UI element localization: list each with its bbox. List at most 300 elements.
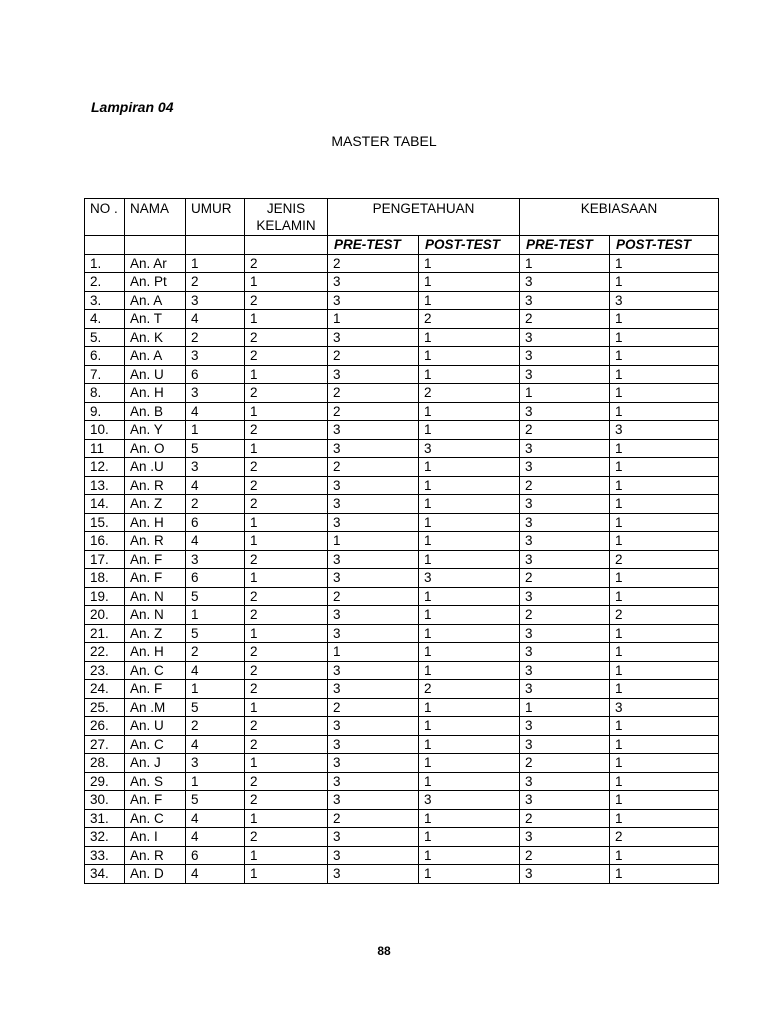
cell-umur: 3 — [186, 458, 245, 477]
cell-kebiasaan-post: 1 — [610, 273, 719, 292]
cell-kebiasaan-pre: 3 — [520, 680, 610, 699]
table-row — [85, 476, 719, 495]
cell-umur: 1 — [186, 421, 245, 440]
cell-pengetahuan-post: 1 — [419, 532, 520, 551]
cell-kebiasaan-post: 2 — [610, 828, 719, 847]
cell-nama: An. S — [125, 772, 186, 791]
header-umur: UMUR — [186, 199, 245, 236]
cell-pengetahuan-pre: 3 — [328, 717, 419, 736]
subheader-pengetahuan-post: POST-TEST — [419, 236, 520, 255]
cell-jenis-kelamin: 1 — [245, 310, 328, 329]
header-kebiasaan: KEBIASAAN — [520, 199, 719, 236]
cell-nama: An. F — [125, 791, 186, 810]
cell-jenis-kelamin: 2 — [245, 791, 328, 810]
cell-kebiasaan-pre: 3 — [520, 273, 610, 292]
cell-no: 12. — [85, 458, 125, 477]
cell-nama: An. H — [125, 384, 186, 403]
cell-kebiasaan-pre: 2 — [520, 569, 610, 588]
cell-nama: An. Y — [125, 421, 186, 440]
cell-no: 28. — [85, 754, 125, 773]
cell-jenis-kelamin: 1 — [245, 273, 328, 292]
cell-umur: 3 — [186, 550, 245, 569]
cell-umur: 5 — [186, 587, 245, 606]
header-pengetahuan: PENGETAHUAN — [328, 199, 520, 236]
cell-pengetahuan-pre: 3 — [328, 495, 419, 514]
cell-jenis-kelamin: 1 — [245, 865, 328, 884]
cell-kebiasaan-pre: 3 — [520, 587, 610, 606]
cell-pengetahuan-post: 1 — [419, 809, 520, 828]
cell-jenis-kelamin: 2 — [245, 735, 328, 754]
subheader-pengetahuan-pre: PRE-TEST — [328, 236, 419, 255]
cell-kebiasaan-pre: 1 — [520, 254, 610, 273]
cell-nama: An. R — [125, 846, 186, 865]
cell-kebiasaan-post: 1 — [610, 846, 719, 865]
table-row — [85, 624, 719, 643]
cell-jenis-kelamin: 1 — [245, 698, 328, 717]
cell-pengetahuan-pre: 1 — [328, 643, 419, 662]
cell-pengetahuan-pre: 2 — [328, 587, 419, 606]
table-row — [85, 754, 719, 773]
cell-pengetahuan-post: 1 — [419, 661, 520, 680]
cell-pengetahuan-post: 1 — [419, 513, 520, 532]
cell-pengetahuan-pre: 3 — [328, 606, 419, 625]
cell-jenis-kelamin: 2 — [245, 458, 328, 477]
cell-kebiasaan-post: 1 — [610, 680, 719, 699]
cell-kebiasaan-post: 1 — [610, 384, 719, 403]
cell-pengetahuan-pre: 2 — [328, 347, 419, 366]
cell-umur: 1 — [186, 772, 245, 791]
cell-nama: An. F — [125, 550, 186, 569]
cell-nama: An .M — [125, 698, 186, 717]
cell-no: 15. — [85, 513, 125, 532]
cell-no: 25. — [85, 698, 125, 717]
cell-no: 20. — [85, 606, 125, 625]
cell-no: 5. — [85, 328, 125, 347]
cell-kebiasaan-post: 1 — [610, 791, 719, 810]
cell-kebiasaan-pre: 3 — [520, 402, 610, 421]
cell-pengetahuan-post: 1 — [419, 328, 520, 347]
cell-umur: 1 — [186, 254, 245, 273]
cell-pengetahuan-pre: 3 — [328, 828, 419, 847]
table-row — [85, 291, 719, 310]
subheader-kebiasaan-pre: PRE-TEST — [520, 236, 610, 255]
cell-no: 29. — [85, 772, 125, 791]
cell-no: 1. — [85, 254, 125, 273]
cell-kebiasaan-pre: 2 — [520, 310, 610, 329]
table-row — [85, 828, 719, 847]
cell-no: 19. — [85, 587, 125, 606]
cell-pengetahuan-pre: 3 — [328, 421, 419, 440]
cell-kebiasaan-post: 1 — [610, 458, 719, 477]
cell-pengetahuan-post: 1 — [419, 846, 520, 865]
cell-kebiasaan-post: 1 — [610, 532, 719, 551]
cell-kebiasaan-pre: 1 — [520, 384, 610, 403]
cell-umur: 4 — [186, 865, 245, 884]
table-row — [85, 495, 719, 514]
cell-nama: An. N — [125, 587, 186, 606]
cell-jenis-kelamin: 2 — [245, 384, 328, 403]
cell-kebiasaan-pre: 3 — [520, 624, 610, 643]
cell-jenis-kelamin: 2 — [245, 550, 328, 569]
cell-nama: An. Ar — [125, 254, 186, 273]
cell-pengetahuan-post: 1 — [419, 698, 520, 717]
cell-kebiasaan-post: 1 — [610, 643, 719, 662]
cell-pengetahuan-post: 1 — [419, 291, 520, 310]
table-row — [85, 532, 719, 551]
cell-no: 2. — [85, 273, 125, 292]
cell-jenis-kelamin: 2 — [245, 421, 328, 440]
cell-jenis-kelamin: 2 — [245, 680, 328, 699]
cell-umur: 4 — [186, 532, 245, 551]
cell-pengetahuan-pre: 2 — [328, 402, 419, 421]
cell-jenis-kelamin: 2 — [245, 643, 328, 662]
cell-pengetahuan-post: 1 — [419, 550, 520, 569]
cell-jenis-kelamin: 1 — [245, 532, 328, 551]
cell-nama: An. Z — [125, 624, 186, 643]
cell-no: 23. — [85, 661, 125, 680]
cell-kebiasaan-post: 1 — [610, 735, 719, 754]
cell-jenis-kelamin: 2 — [245, 495, 328, 514]
cell-kebiasaan-pre: 3 — [520, 365, 610, 384]
cell-no: 9. — [85, 402, 125, 421]
cell-kebiasaan-post: 1 — [610, 865, 719, 884]
cell-pengetahuan-pre: 3 — [328, 754, 419, 773]
cell-pengetahuan-pre: 2 — [328, 254, 419, 273]
cell-nama: An. A — [125, 347, 186, 366]
cell-umur: 4 — [186, 476, 245, 495]
cell-umur: 3 — [186, 754, 245, 773]
cell-jenis-kelamin: 2 — [245, 291, 328, 310]
cell-nama: An. C — [125, 735, 186, 754]
cell-umur: 4 — [186, 661, 245, 680]
cell-kebiasaan-pre: 2 — [520, 606, 610, 625]
cell-jenis-kelamin: 2 — [245, 828, 328, 847]
cell-no: 8. — [85, 384, 125, 403]
table-row — [85, 846, 719, 865]
cell-nama: An. J — [125, 754, 186, 773]
cell-nama: An. B — [125, 402, 186, 421]
cell-jenis-kelamin: 1 — [245, 402, 328, 421]
cell-pengetahuan-post: 1 — [419, 717, 520, 736]
cell-nama: An. Pt — [125, 273, 186, 292]
cell-umur: 1 — [186, 606, 245, 625]
cell-pengetahuan-pre: 3 — [328, 846, 419, 865]
cell-kebiasaan-pre: 3 — [520, 458, 610, 477]
cell-kebiasaan-pre: 2 — [520, 846, 610, 865]
cell-kebiasaan-pre: 2 — [520, 809, 610, 828]
cell-pengetahuan-pre: 3 — [328, 865, 419, 884]
cell-kebiasaan-post: 1 — [610, 254, 719, 273]
cell-umur: 6 — [186, 513, 245, 532]
cell-umur: 6 — [186, 846, 245, 865]
cell-kebiasaan-post: 1 — [610, 513, 719, 532]
cell-pengetahuan-pre: 3 — [328, 550, 419, 569]
cell-no: 22. — [85, 643, 125, 662]
page-number: 88 — [377, 944, 391, 958]
cell-pengetahuan-post: 3 — [419, 791, 520, 810]
cell-nama: An. O — [125, 439, 186, 458]
subheader-empty — [85, 236, 125, 255]
cell-no: 18. — [85, 569, 125, 588]
cell-no: 21. — [85, 624, 125, 643]
cell-pengetahuan-post: 1 — [419, 865, 520, 884]
cell-kebiasaan-post: 1 — [610, 365, 719, 384]
cell-jenis-kelamin: 2 — [245, 717, 328, 736]
cell-no: 17. — [85, 550, 125, 569]
cell-nama: An. A — [125, 291, 186, 310]
table-row — [85, 513, 719, 532]
cell-no: 27. — [85, 735, 125, 754]
cell-nama: An .U — [125, 458, 186, 477]
table-row — [85, 458, 719, 477]
cell-pengetahuan-post: 1 — [419, 421, 520, 440]
cell-no: 11 — [85, 439, 125, 458]
table-row — [85, 680, 719, 699]
cell-pengetahuan-pre: 3 — [328, 735, 419, 754]
cell-pengetahuan-pre: 3 — [328, 291, 419, 310]
header-jenis-kelamin: JENIS KELAMIN — [245, 199, 328, 236]
cell-no: 10. — [85, 421, 125, 440]
cell-jenis-kelamin: 1 — [245, 439, 328, 458]
master-table — [84, 198, 719, 884]
cell-pengetahuan-post: 2 — [419, 680, 520, 699]
cell-pengetahuan-post: 1 — [419, 273, 520, 292]
cell-nama: An. I — [125, 828, 186, 847]
cell-kebiasaan-post: 1 — [610, 772, 719, 791]
table-row — [85, 402, 719, 421]
cell-pengetahuan-pre: 3 — [328, 328, 419, 347]
table-row — [85, 328, 719, 347]
cell-pengetahuan-post: 1 — [419, 735, 520, 754]
cell-pengetahuan-pre: 3 — [328, 513, 419, 532]
cell-pengetahuan-pre: 3 — [328, 439, 419, 458]
cell-pengetahuan-post: 1 — [419, 754, 520, 773]
cell-pengetahuan-post: 1 — [419, 606, 520, 625]
cell-no: 34. — [85, 865, 125, 884]
table-row — [85, 698, 719, 717]
cell-no: 16. — [85, 532, 125, 551]
cell-pengetahuan-pre: 2 — [328, 698, 419, 717]
header-no: NO . — [85, 199, 125, 236]
cell-nama: An. H — [125, 513, 186, 532]
subheader-empty — [125, 236, 186, 255]
cell-jenis-kelamin: 2 — [245, 587, 328, 606]
cell-umur: 4 — [186, 310, 245, 329]
cell-nama: An. D — [125, 865, 186, 884]
cell-pengetahuan-post: 3 — [419, 439, 520, 458]
table-row — [85, 569, 719, 588]
cell-nama: An. K — [125, 328, 186, 347]
cell-nama: An. C — [125, 661, 186, 680]
table-row — [85, 273, 719, 292]
cell-pengetahuan-pre: 3 — [328, 680, 419, 699]
cell-kebiasaan-post: 1 — [610, 661, 719, 680]
cell-pengetahuan-pre: 2 — [328, 809, 419, 828]
cell-kebiasaan-post: 3 — [610, 698, 719, 717]
table-row — [85, 347, 719, 366]
cell-no: 7. — [85, 365, 125, 384]
cell-kebiasaan-post: 1 — [610, 754, 719, 773]
document-title: MASTER TABEL — [331, 133, 437, 149]
cell-jenis-kelamin: 2 — [245, 347, 328, 366]
cell-pengetahuan-pre: 1 — [328, 532, 419, 551]
table-row — [85, 384, 719, 403]
cell-nama: An. T — [125, 310, 186, 329]
cell-jenis-kelamin: 1 — [245, 569, 328, 588]
table-row — [85, 809, 719, 828]
cell-pengetahuan-pre: 2 — [328, 458, 419, 477]
cell-pengetahuan-pre: 3 — [328, 476, 419, 495]
cell-pengetahuan-post: 1 — [419, 643, 520, 662]
cell-no: 6. — [85, 347, 125, 366]
cell-umur: 4 — [186, 809, 245, 828]
cell-pengetahuan-post: 1 — [419, 254, 520, 273]
cell-pengetahuan-post: 1 — [419, 365, 520, 384]
cell-kebiasaan-pre: 3 — [520, 717, 610, 736]
cell-umur: 4 — [186, 828, 245, 847]
cell-kebiasaan-pre: 3 — [520, 865, 610, 884]
cell-nama: An. C — [125, 809, 186, 828]
cell-no: 32. — [85, 828, 125, 847]
table-row — [85, 772, 719, 791]
cell-pengetahuan-post: 1 — [419, 458, 520, 477]
cell-jenis-kelamin: 1 — [245, 624, 328, 643]
cell-kebiasaan-pre: 3 — [520, 291, 610, 310]
cell-kebiasaan-pre: 3 — [520, 772, 610, 791]
cell-kebiasaan-pre: 2 — [520, 421, 610, 440]
subheader-empty — [245, 236, 328, 255]
cell-pengetahuan-pre: 2 — [328, 384, 419, 403]
cell-kebiasaan-post: 3 — [610, 291, 719, 310]
cell-pengetahuan-post: 1 — [419, 402, 520, 421]
cell-umur: 2 — [186, 495, 245, 514]
cell-pengetahuan-pre: 3 — [328, 273, 419, 292]
table-row — [85, 439, 719, 458]
cell-jenis-kelamin: 2 — [245, 606, 328, 625]
cell-pengetahuan-pre: 3 — [328, 661, 419, 680]
cell-pengetahuan-post: 1 — [419, 828, 520, 847]
cell-pengetahuan-post: 3 — [419, 569, 520, 588]
cell-kebiasaan-post: 1 — [610, 476, 719, 495]
cell-pengetahuan-post: 2 — [419, 384, 520, 403]
cell-nama: An. F — [125, 569, 186, 588]
cell-jenis-kelamin: 2 — [245, 328, 328, 347]
subheader-kebiasaan-post: POST-TEST — [610, 236, 719, 255]
table-row — [85, 421, 719, 440]
cell-kebiasaan-post: 1 — [610, 569, 719, 588]
cell-pengetahuan-post: 1 — [419, 624, 520, 643]
header-nama: NAMA — [125, 199, 186, 236]
cell-umur: 2 — [186, 328, 245, 347]
cell-pengetahuan-post: 1 — [419, 476, 520, 495]
cell-kebiasaan-post: 1 — [610, 402, 719, 421]
cell-kebiasaan-pre: 2 — [520, 754, 610, 773]
table-row — [85, 735, 719, 754]
cell-nama: An. R — [125, 476, 186, 495]
cell-kebiasaan-post: 1 — [610, 310, 719, 329]
cell-kebiasaan-post: 1 — [610, 439, 719, 458]
cell-jenis-kelamin: 2 — [245, 476, 328, 495]
cell-kebiasaan-pre: 3 — [520, 513, 610, 532]
cell-no: 3. — [85, 291, 125, 310]
cell-pengetahuan-pre: 3 — [328, 772, 419, 791]
cell-kebiasaan-post: 1 — [610, 809, 719, 828]
cell-kebiasaan-post: 1 — [610, 624, 719, 643]
cell-kebiasaan-pre: 3 — [520, 347, 610, 366]
cell-jenis-kelamin: 1 — [245, 754, 328, 773]
table-row — [85, 791, 719, 810]
cell-pengetahuan-pre: 3 — [328, 624, 419, 643]
cell-umur: 2 — [186, 273, 245, 292]
cell-pengetahuan-post: 2 — [419, 310, 520, 329]
cell-kebiasaan-pre: 3 — [520, 328, 610, 347]
cell-pengetahuan-pre: 3 — [328, 791, 419, 810]
cell-pengetahuan-post: 1 — [419, 495, 520, 514]
cell-nama: An. H — [125, 643, 186, 662]
cell-umur: 5 — [186, 624, 245, 643]
cell-no: 33. — [85, 846, 125, 865]
cell-kebiasaan-post: 2 — [610, 550, 719, 569]
cell-kebiasaan-post: 1 — [610, 328, 719, 347]
cell-umur: 5 — [186, 698, 245, 717]
cell-kebiasaan-pre: 3 — [520, 439, 610, 458]
cell-umur: 5 — [186, 791, 245, 810]
cell-umur: 3 — [186, 291, 245, 310]
cell-kebiasaan-post: 1 — [610, 587, 719, 606]
cell-jenis-kelamin: 1 — [245, 809, 328, 828]
table-row — [85, 606, 719, 625]
table-row — [85, 310, 719, 329]
cell-umur: 4 — [186, 402, 245, 421]
cell-jenis-kelamin: 2 — [245, 661, 328, 680]
cell-kebiasaan-post: 1 — [610, 495, 719, 514]
cell-kebiasaan-post: 2 — [610, 606, 719, 625]
cell-no: 4. — [85, 310, 125, 329]
cell-kebiasaan-pre: 1 — [520, 698, 610, 717]
cell-umur: 2 — [186, 643, 245, 662]
cell-no: 30. — [85, 791, 125, 810]
cell-umur: 4 — [186, 735, 245, 754]
cell-nama: An. N — [125, 606, 186, 625]
table-row — [85, 661, 719, 680]
cell-kebiasaan-pre: 3 — [520, 661, 610, 680]
cell-umur: 6 — [186, 569, 245, 588]
cell-pengetahuan-pre: 3 — [328, 365, 419, 384]
cell-nama: An. Z — [125, 495, 186, 514]
cell-kebiasaan-post: 1 — [610, 347, 719, 366]
cell-kebiasaan-pre: 3 — [520, 495, 610, 514]
cell-nama: An. F — [125, 680, 186, 699]
cell-umur: 2 — [186, 717, 245, 736]
cell-pengetahuan-pre: 3 — [328, 569, 419, 588]
table-row — [85, 550, 719, 569]
table-row — [85, 587, 719, 606]
cell-kebiasaan-pre: 3 — [520, 791, 610, 810]
cell-kebiasaan-pre: 3 — [520, 828, 610, 847]
cell-umur: 5 — [186, 439, 245, 458]
table-row — [85, 365, 719, 384]
table-row — [85, 865, 719, 884]
cell-nama: An. U — [125, 717, 186, 736]
cell-no: 31. — [85, 809, 125, 828]
cell-no: 13. — [85, 476, 125, 495]
cell-umur: 1 — [186, 680, 245, 699]
cell-kebiasaan-pre: 3 — [520, 532, 610, 551]
cell-kebiasaan-pre: 3 — [520, 643, 610, 662]
cell-pengetahuan-post: 1 — [419, 347, 520, 366]
table-row — [85, 643, 719, 662]
cell-kebiasaan-pre: 3 — [520, 550, 610, 569]
